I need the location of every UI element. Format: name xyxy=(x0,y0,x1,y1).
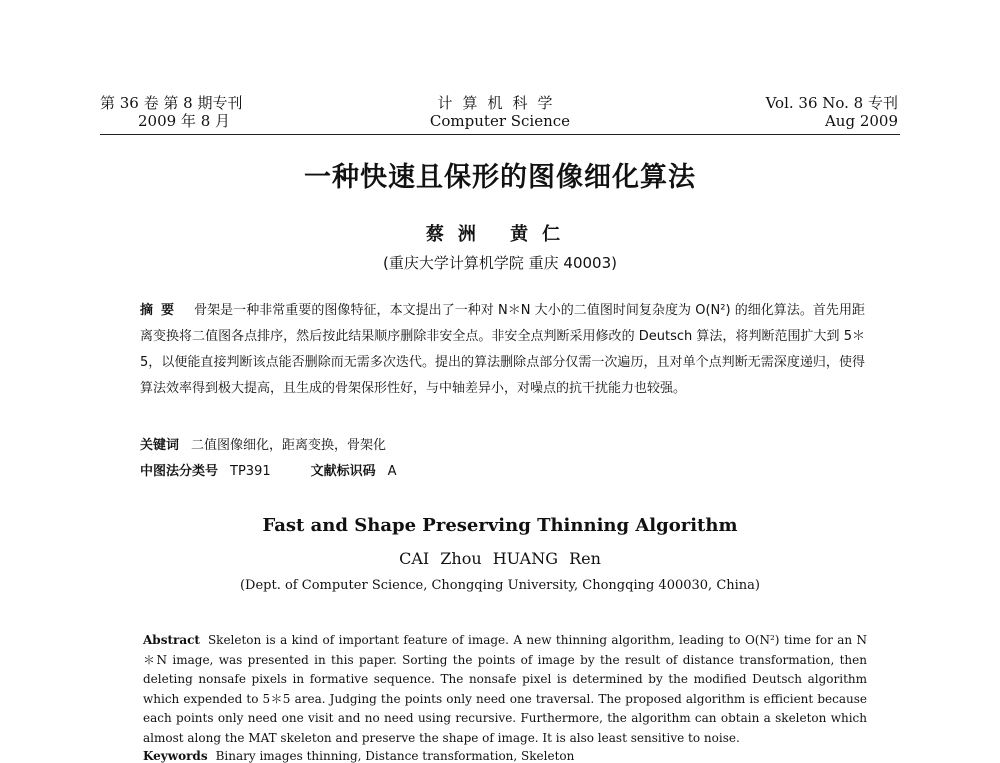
keywords-cn-label: 关键词 xyxy=(140,438,180,453)
keywords-en-text: Binary images thinning, Distance transformation, Skeleton xyxy=(215,749,575,763)
doc-code-label: 文献标识码 xyxy=(310,464,376,479)
clc-label: 中图法分类号 xyxy=(140,464,219,479)
abstract-en-text: Skeleton is a kind of important feature of image. A new thinning algorithm, leading to O(N²) time for an N＊N image, was presented in this paper. Sorting the points of image by the result of distance transformation, then deleting nonsafe pixels in formative sequence. The nonsafe pixel is determined by the modified Deutsch algorithm which expended to 5＊5 area. Judging the points only need one traversal. The proposed algorithm is efficient because each points only need one visit and no need using recursive. Furthermore, the algorithm can obtain a skeleton which almost along the MAT skeleton and preserve the shape of image. It is also least sensitive to noise. xyxy=(143,633,867,745)
clc-value: TP391 xyxy=(230,464,271,479)
abstract-cn xyxy=(140,298,865,402)
journal-issue-header-en xyxy=(766,94,898,130)
journal-name-header xyxy=(400,94,600,130)
keywords-en xyxy=(143,749,574,763)
issue-date: 2009 年 8 月 xyxy=(138,112,231,130)
journal-name-cn: 计算机科学 xyxy=(437,94,563,112)
classification-cn xyxy=(140,460,397,479)
issue-volume: 第 36 卷 第 8 期专刊 xyxy=(100,94,243,112)
issue-volume-en: Vol. 36 No. 8 专刊 xyxy=(765,94,898,112)
keywords-cn xyxy=(140,434,386,453)
paper-title-en: Fast and Shape Preserving Thinning Algorithm xyxy=(262,515,738,536)
paper-title-cn: 一种快速且保形的图像细化算法 xyxy=(304,162,696,193)
journal-name-en: Computer Science xyxy=(429,112,571,130)
affiliation-cn: (重庆大学计算机学院 重庆 40003) xyxy=(383,254,617,272)
doc-code-value: A xyxy=(387,464,397,479)
abstract-cn-text: 骨架是一种非常重要的图像特征，本文提出了一种对 N＊N 大小的二值图时间复杂度为 O(N²) 的细化算法。首先用距离变换将二值图各点排序，然后按此结果顺序删除非安全点。非安全点判断采用修改的 Deutsch 算法，将判断范围扩大到 5＊5，以便能直接判断该点能否删除而无需多次迭代。提出的算法删除点部分仅需一次遍历，且对单个点判断无需深度递归，使得算法效率得到极大提高，且生成的骨架保形性好，与中轴差异小，对噪点的抗干扰能力也较强。 xyxy=(140,303,865,396)
keywords-cn-text: 二值图像细化，距离变换，骨架化 xyxy=(191,438,387,453)
abstract-en-label: Abstract xyxy=(143,633,200,647)
abstract-cn-label: 摘要 xyxy=(140,303,183,318)
affiliation-en: (Dept. of Computer Science, Chongqing University, Chongqing 400030, China) xyxy=(239,578,760,593)
header-divider xyxy=(100,134,900,135)
journal-issue-header xyxy=(100,94,242,130)
abstract-en xyxy=(143,631,867,748)
authors-cn: 蔡洲 黄仁 xyxy=(425,224,575,245)
issue-date-en: Aug 2009 xyxy=(824,112,898,130)
keywords-en-label: Keywords xyxy=(143,749,208,763)
authors-en: CAI Zhou HUANG Ren xyxy=(399,549,601,568)
